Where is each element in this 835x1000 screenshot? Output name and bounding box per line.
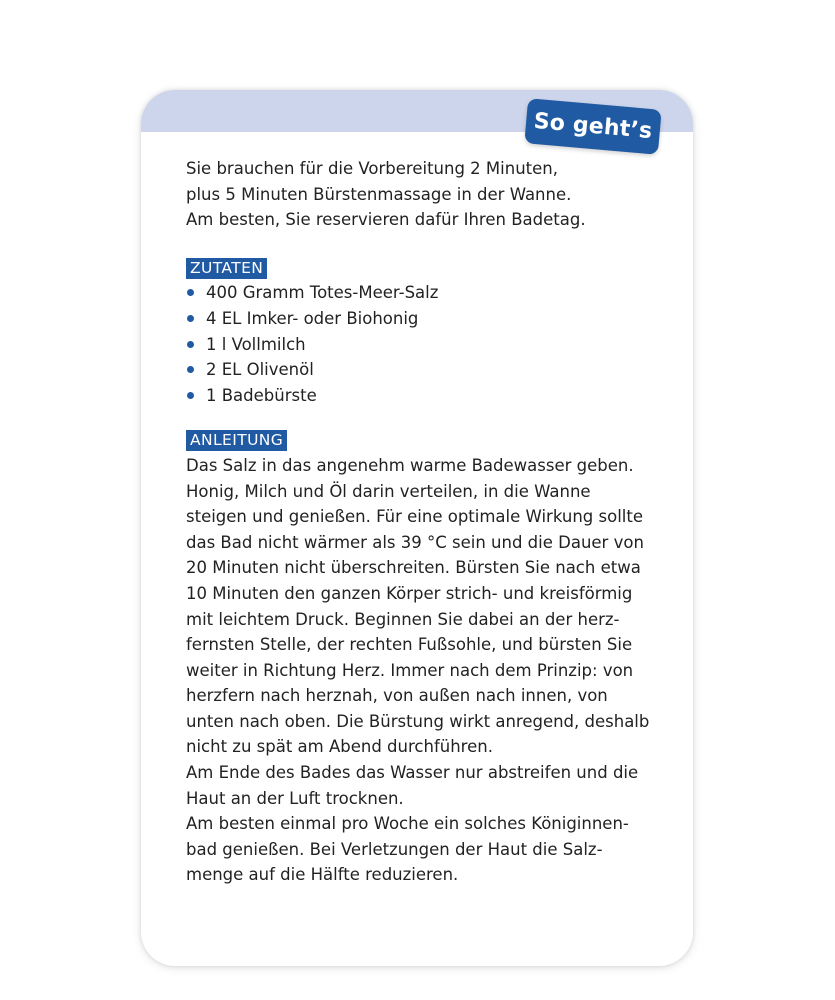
instruction-line: 20 Minuten nicht überschreiten. Bürsten Sie nach etwa bbox=[186, 558, 641, 578]
intro-line: Sie brauchen für die Vorbereitung 2 Minuten, bbox=[186, 159, 558, 178]
ingredient-text: 2 EL Olivenöl bbox=[206, 360, 314, 380]
ingredient-item bbox=[186, 332, 666, 358]
ingredient-list bbox=[186, 280, 666, 408]
instruction-line: steigen und genießen. Für eine optimale Wirkung sollte bbox=[186, 507, 644, 527]
instruction-line: Am besten einmal pro Woche ein solches Königinnen- bbox=[186, 814, 629, 834]
instruction-line: Das Salz in das angenehm warme Badewasser geben. bbox=[186, 455, 634, 475]
ingredient-item bbox=[186, 383, 666, 409]
instruction-line: herzfern nach herznah, von außen nach innen, von bbox=[186, 686, 608, 706]
instruction-line: Haut an der Luft trocknen. bbox=[186, 788, 404, 808]
ingredient-item bbox=[186, 306, 666, 332]
bullet-icon bbox=[187, 392, 194, 399]
zutaten-heading: ZUTATEN bbox=[186, 258, 267, 279]
instruction-line: Honig, Milch und Öl darin verteilen, in die Wanne bbox=[186, 481, 591, 501]
anleitung-text bbox=[186, 453, 666, 888]
instruction-line: weiter in Richtung Herz. Immer nach dem Prinzip: von bbox=[186, 660, 634, 680]
instruction-line: nicht zu spät am Abend durchführen. bbox=[186, 737, 493, 757]
card-content bbox=[186, 156, 666, 888]
intro-line: Am besten, Sie reservieren dafür Ihren Badetag. bbox=[186, 210, 586, 230]
bullet-icon bbox=[187, 366, 194, 373]
anleitung-heading: ANLEITUNG bbox=[186, 430, 287, 451]
instruction-line: das Bad nicht wärmer als 39 °C sein und die Dauer von bbox=[186, 532, 644, 552]
ingredient-text: 1 Badebürste bbox=[206, 385, 317, 405]
bullet-icon bbox=[187, 341, 194, 348]
ingredient-text: 400 Gramm Totes-Meer-Salz bbox=[206, 283, 439, 303]
ingredient-item bbox=[186, 280, 666, 306]
instruction-line: menge auf die Hälfte reduzieren. bbox=[186, 865, 459, 885]
instruction-line: 10 Minuten den ganzen Körper strich- und kreisförmig bbox=[186, 583, 633, 603]
ingredient-text: 4 EL Imker- oder Biohonig bbox=[206, 308, 419, 328]
bullet-icon bbox=[187, 289, 194, 296]
intro-text bbox=[186, 156, 666, 233]
instruction-line: Am Ende des Bades das Wasser nur abstreifen und die bbox=[186, 763, 639, 783]
badge-label: So geht’s bbox=[532, 108, 654, 145]
ingredient-item bbox=[186, 357, 666, 383]
instruction-line: mit leichtem Druck. Beginnen Sie dabei an der herz- bbox=[186, 609, 620, 629]
ingredient-text: 1 l Vollmilch bbox=[206, 334, 306, 354]
instruction-line: fernsten Stelle, der rechten Fußsohle, und bürsten Sie bbox=[186, 635, 633, 655]
instruction-line: unten nach oben. Die Bürstung wirkt anregend, deshalb bbox=[186, 711, 650, 731]
intro-line: plus 5 Minuten Bürstenmassage in der Wanne. bbox=[186, 184, 572, 204]
bullet-icon bbox=[187, 315, 194, 322]
instruction-line: bad genießen. Bei Verletzungen der Haut die Salz- bbox=[186, 839, 603, 859]
